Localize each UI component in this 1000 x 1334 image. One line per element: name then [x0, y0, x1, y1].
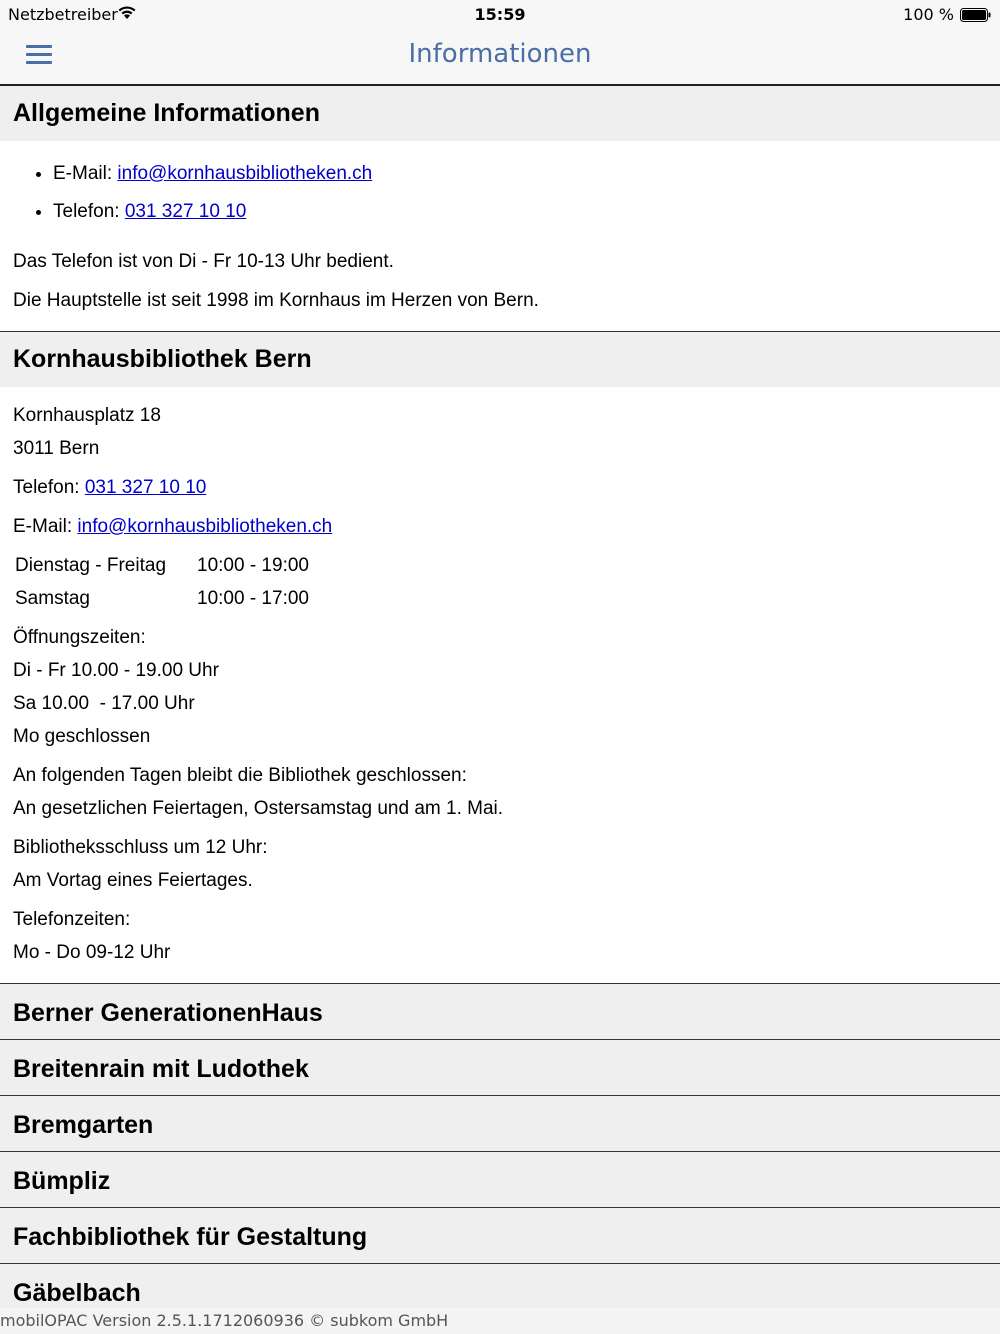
- hours-time: 10:00 - 19:00: [197, 555, 309, 576]
- content-area[interactable]: [0, 86, 1000, 1319]
- table-row: [13, 549, 311, 582]
- version-footer: mobilOPAC Version 2.5.1.1712060936 © subkom GmbH: [0, 1308, 1000, 1334]
- hours-day: Dienstag - Freitag: [15, 555, 167, 576]
- bern-email-line: [13, 510, 987, 543]
- phone-times-line: Mo - Do 09-12 Uhr: [13, 942, 171, 963]
- opening-line: Mo geschlossen: [13, 726, 151, 747]
- table-row: [13, 582, 311, 615]
- noon-closing-title: Bibliotheksschluss um 12 Uhr:: [13, 837, 268, 858]
- address-city: 3011 Bern: [13, 438, 100, 459]
- section-header-breitenrain[interactable]: Breitenrain mit Ludothek: [0, 1039, 1000, 1095]
- closed-title: An folgenden Tagen bleibt die Bibliothek geschlossen:: [13, 765, 467, 786]
- section-header-general[interactable]: Allgemeine Informationen: [0, 86, 1000, 141]
- clock: 15:59: [474, 5, 526, 24]
- phone-times-title: Telefonzeiten:: [13, 909, 131, 930]
- status-bar: [0, 0, 1000, 28]
- phone-label: Telefon:: [53, 201, 125, 222]
- closed-line: An gesetzlichen Feiertagen, Ostersamstag und am 1. Mai.: [13, 798, 504, 819]
- address-street: Kornhausplatz 18: [13, 405, 161, 426]
- battery-percentage: 100 %: [903, 5, 954, 24]
- section-header-gestaltung[interactable]: Fachbibliothek für Gestaltung: [0, 1207, 1000, 1263]
- email-label: E-Mail:: [53, 163, 118, 184]
- carrier-label: Netzbetreiber: [8, 5, 118, 24]
- section-header-buempliz[interactable]: Bümpliz: [0, 1151, 1000, 1207]
- opening-line: Sa 10.00 - 17.00 Uhr: [13, 693, 195, 714]
- headquarters-text: Die Hauptstelle ist seit 1998 im Kornhaus im Herzen von Bern.: [13, 290, 539, 311]
- phone-label: Telefon:: [13, 477, 85, 498]
- contact-list: [13, 155, 987, 231]
- navigation-bar: [0, 28, 1000, 86]
- section-header-generationenhaus[interactable]: Berner GenerationenHaus: [0, 983, 1000, 1039]
- section-header-gaebelbach[interactable]: Gäbelbach: [0, 1263, 1000, 1319]
- opening-hours-table: [13, 549, 311, 615]
- section-header-bern[interactable]: Kornhausbibliothek Bern: [0, 332, 1000, 387]
- section-body-bern: [0, 387, 1000, 983]
- list-item-phone: [53, 193, 987, 231]
- phone-hours-text: Das Telefon ist von Di - Fr 10-13 Uhr bedient.: [13, 251, 394, 272]
- section-body-general: [0, 155, 1000, 331]
- phone-link[interactable]: 031 327 10 10: [84, 477, 207, 498]
- noon-closing-line: Am Vortag eines Feiertages.: [13, 870, 253, 891]
- opening-title: Öffnungszeiten:: [13, 627, 146, 648]
- list-item-email: [53, 155, 987, 193]
- email-label: E-Mail:: [13, 516, 78, 537]
- email-link[interactable]: info@kornhausbibliotheken.ch: [117, 163, 373, 184]
- page-title: Informationen: [408, 39, 592, 69]
- opening-line: Di - Fr 10.00 - 19.00 Uhr: [13, 660, 219, 681]
- bern-phone-line: [13, 471, 987, 504]
- email-link[interactable]: info@kornhausbibliotheken.ch: [77, 516, 333, 537]
- hours-day: Samstag: [15, 588, 90, 609]
- hours-time: 10:00 - 17:00: [197, 588, 309, 609]
- section-header-bremgarten[interactable]: Bremgarten: [0, 1095, 1000, 1151]
- battery-icon: [960, 7, 992, 21]
- phone-link[interactable]: 031 327 10 10: [124, 201, 247, 222]
